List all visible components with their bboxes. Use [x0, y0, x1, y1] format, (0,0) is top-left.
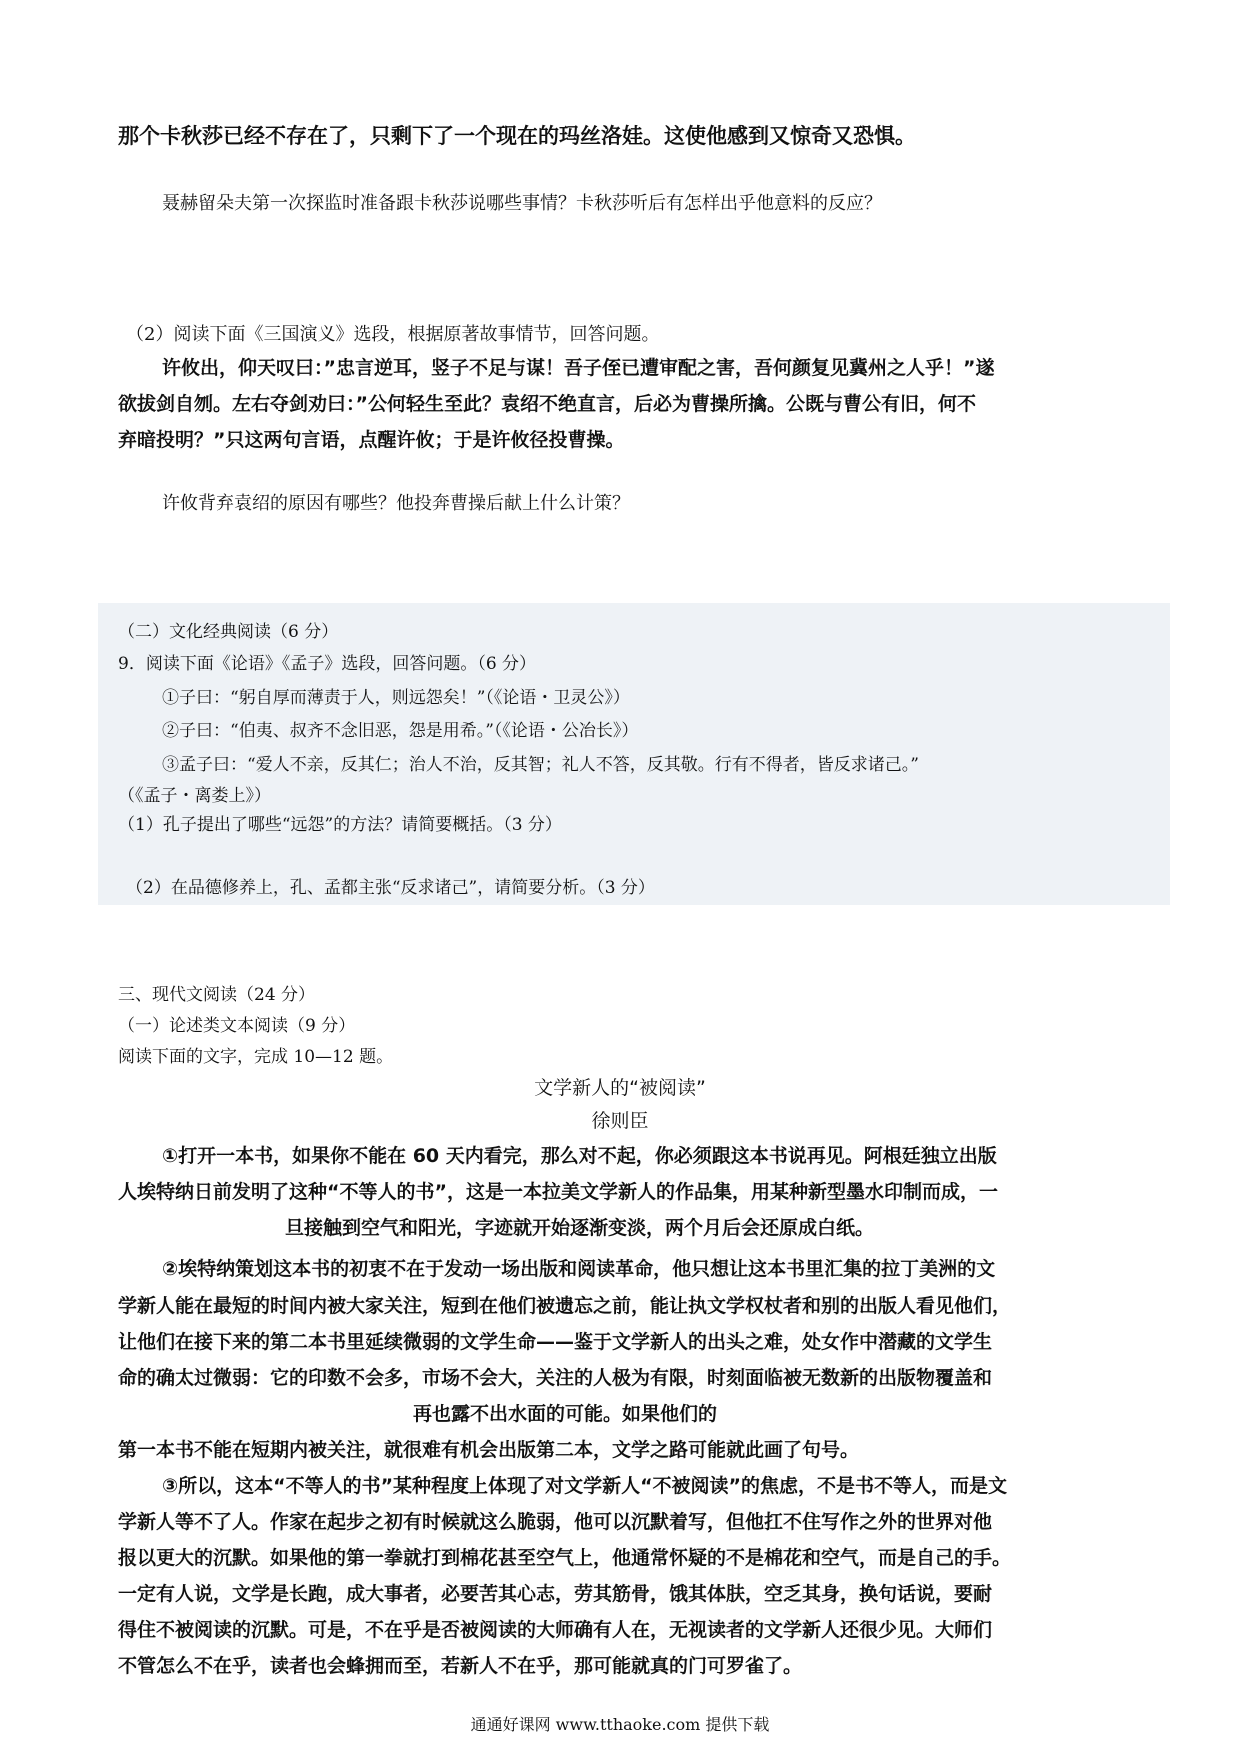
- section-heading: 三、现代文阅读（24 分）: [118, 985, 316, 1005]
- article-line: 让他们在接下来的第二本书里延续微弱的文学生命——鉴于文学新人的出头之难，处女作中潜藏的文学生: [118, 1331, 993, 1353]
- article-title: 文学新人的“被阅读”: [534, 1077, 706, 1099]
- classics-section: [98, 603, 1170, 905]
- instruction-text: 阅读下面的文字，完成 10—12 题。: [118, 1047, 394, 1067]
- quote-item: ②子曰：“伯夷、叔齐不念旧恶，怨是用希。”（《论语・公冶长》）: [162, 721, 639, 741]
- sub-question: （1）孔子提出了哪些“远怨”的方法？请简要概括。（3 分）: [118, 815, 562, 835]
- article-line: 一定有人说，文学是长跑，成大事者，必要苦其心志，劳其筋骨，饿其体肤，空乏其身，换句话说，要耐: [118, 1583, 993, 1605]
- article-line: 不管怎么不在乎，读者也会蜂拥而至，若新人不在乎，那可能就真的门可罗雀了。: [118, 1655, 803, 1677]
- quote-item: ①子曰：“躬自厚而薄责于人，则远怨矣！”（《论语・卫灵公》）: [162, 688, 630, 708]
- passage-line: 那个卡秋莎已经不存在了，只剩下了一个现在的玛丝洛娃。这使他感到又惊奇又恐惧。: [118, 124, 916, 148]
- quote-item: ③孟子曰：“爱人不亲，反其仁；治人不治，反其智；礼人不答，反其敬。行有不得者，皆反求诸己。”: [162, 755, 919, 775]
- article-line: ②埃特纳策划这本书的初衷不在于发动一场出版和阅读革命，他只想让这本书里汇集的拉丁美洲的文: [162, 1258, 996, 1280]
- article-line: 再也露不出水面的可能。如果他们的: [413, 1403, 718, 1425]
- sub-question: （2）在品德修养上，孔、孟都主张“反求诸己”，请简要分析。（3 分）: [126, 878, 655, 898]
- sub-heading: （一）论述类文本阅读（9 分）: [118, 1016, 356, 1036]
- question-text: 聂赫留朵夫第一次探监时准备跟卡秋莎说哪些事情？卡秋莎听后有怎样出乎他意料的反应？: [162, 193, 882, 214]
- article-author: 徐则臣: [591, 1110, 649, 1132]
- question-prompt: （2）阅读下面《三国演义》选段，根据原著故事情节，回答问题。: [126, 324, 660, 345]
- article-line: ③所以，这本“不等人的书”某种程度上体现了对文学新人“不被阅读”的焦虑，不是书不等人，而是文: [162, 1475, 1008, 1497]
- question-text: 许攸背弃袁绍的原因有哪些？他投奔曹操后献上什么计策？: [162, 493, 630, 514]
- article-line: ①打开一本书，如果你不能在 60 天内看完，那么对不起，你必须跟这本书说再见。阿根廷独立出版: [162, 1145, 997, 1167]
- passage-line: 欲拔剑自刎。左右夺剑劝曰：”公何轻生至此？袁绍不绝直言，后必为曹操所擒。公既与曹公有旧，何不: [118, 393, 976, 415]
- question-9: 9．阅读下面《论语》《孟子》选段，回答问题。（6 分）: [118, 654, 537, 674]
- article-line: 人埃特纳日前发明了这种“不等人的书”，这是一本拉美文学新人的作品集，用某种新型墨水印制而成，一: [118, 1181, 998, 1203]
- page-footer: 通通好课网 www.tthaoke.com 提供下载: [470, 1715, 770, 1734]
- article-line: 命的确太过微弱：它的印数不会多，市场不会大，关注的人极为有限，时刻面临被无数新的出版物覆盖和: [118, 1367, 993, 1389]
- article-line: 旦接触到空气和阳光，字迹就开始逐渐变淡，两个月后会还原成白纸。: [285, 1217, 875, 1239]
- article-line: 得住不被阅读的沉默。可是，不在乎是否被阅读的大师确有人在，无视读者的文学新人还很少见。大师们: [118, 1619, 993, 1641]
- section-heading: （二）文化经典阅读（6 分）: [118, 622, 339, 642]
- passage-line: 许攸出，仰天叹曰：”忠言逆耳，竖子不足与谋！吾子侄已遭审配之害，吾何颜复见冀州之人乎！”遂: [162, 357, 995, 379]
- article-line: 报以更大的沉默。如果他的第一拳就打到棉花甚至空气上，他通常怀疑的不是棉花和空气，而是自己的手。: [118, 1547, 1012, 1569]
- article-line: 第一本书不能在短期内被关注，就很难有机会出版第二本，文学之路可能就此画了句号。: [118, 1439, 860, 1461]
- passage-line: 弃暗投明？”只这两句言语，点醒许攸；于是许攸径投曹操。: [118, 429, 625, 451]
- article-line: 学新人等不了人。作家在起步之初有时候就这么脆弱，他可以沉默着写，但他扛不住写作之外的世界对他: [118, 1511, 993, 1533]
- quote-source: （《孟子・离娄上》）: [118, 786, 271, 806]
- article-line: 学新人能在最短的时间内被大家关注，短到在他们被遗忘之前，能让执文学权杖者和别的出版人看见他们，: [118, 1295, 1012, 1317]
